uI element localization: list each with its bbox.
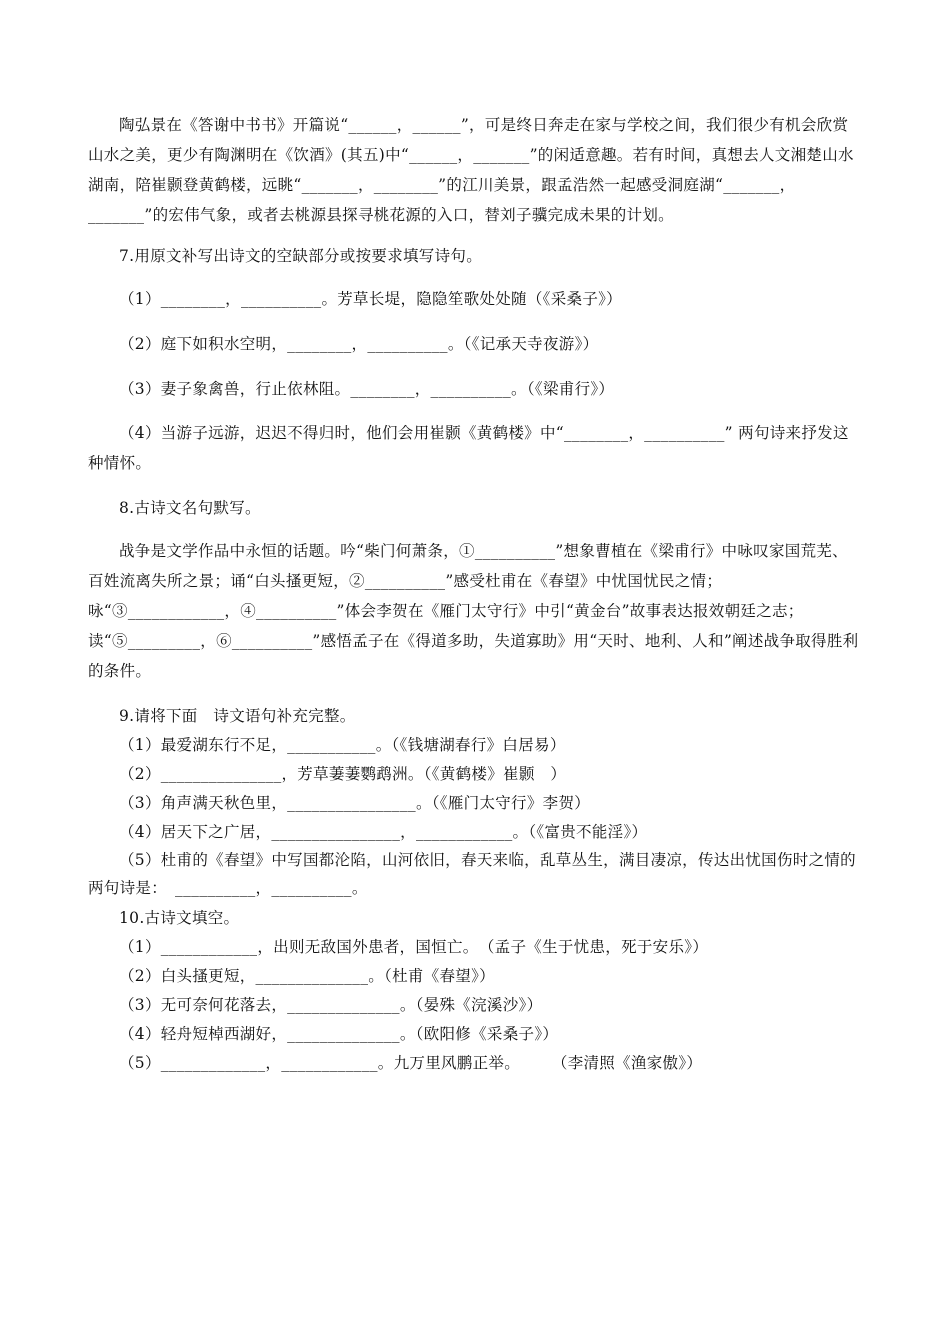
q8-paragraph: 战争是文学作品中永恒的话题。吟“柴门何萧条，①__________”想象曹植在《梁甫行》中咏叹家国荒芜、百姓流离失所之景；诵“白头搔更短，②__________”感受杜甫在《春望》中忧国忧民之情；咏“③____________，④__________”体会李贺在《雁门太守行》中引“黄金台”故事表达报效朝廷之志；读“⑤_________，⑥__________”感悟孟子在《得道多助，失道寡助》用“天时、地利、人和”阐述战争取得胜利的条件。 <box>88 542 859 680</box>
q9-item-2: （2）_______________，芳草萋萋鹦鹉洲。（《黄鹤楼》崔颢 ） <box>119 765 567 783</box>
q10-item-2: （2）白头搔更短，______________。（杜甫《春望》） <box>119 967 495 985</box>
q7-item-3: （3）妻子象禽兽，行止依林阻。________，__________。（《梁甫行》） <box>119 380 615 398</box>
q9-item-4: （4）居天下之广居，________________，____________。（《富贵不能淫》） <box>119 823 648 841</box>
q7-item-2: （2）庭下如积水空明，________，__________。（《记承天寺夜游》） <box>119 335 599 353</box>
q10-item-1: （1）____________，出则无敌国外患者，国恒亡。 （孟子《生于忧患，死于安乐》） <box>119 938 709 956</box>
intro-paragraph: 陶弘景在《答谢中书书》开篇说“______，______”，可是终日奔走在家与学校之间，我们很少有机会欣赏山水之美，更少有陶渊明在《饮酒》(其五)中“______，_______”的闲适意趣。若有时间，真想去人文湘楚山水湖南，陪崔颢登黄鹤楼，远眺“_______，________”的江川美景，跟孟浩然一起感受洞庭湖“_______，_______”的宏伟气象，或者去桃源县探寻桃花源的入口，替刘子骥完成未果的计划。 <box>88 116 854 224</box>
q9-title: 9.请将下面 诗文语句补充完整。 <box>119 707 356 725</box>
q7-item-4: （4）当游子远游，迟迟不得归时，他们会用崔颢《黄鹤楼》中“________，__________” 两句诗来抒发这种情怀。 <box>88 424 849 472</box>
q7-item-1: （1）________，__________。芳草长堤，隐隐笙歌处处随（《采桑子》） <box>119 290 622 308</box>
q9-item-1: （1）最爱湖东行不足，___________。（《钱塘湖春行》白居易） <box>119 736 566 754</box>
q9-item-3: （3）角声满天秋色里，________________。（《雁门太守行》李贺） <box>119 794 591 812</box>
q10-item-3: （3）无可奈何花落去，______________。（晏殊《浣溪沙》） <box>119 996 543 1014</box>
q8-title: 8.古诗文名句默写。 <box>119 499 261 517</box>
q7-title: 7.用原文补写出诗文的空缺部分或按要求填写诗句。 <box>119 247 482 265</box>
q10-item-5: （5）_____________，____________。九万里风鹏正举。 （李清照《渔家傲》） <box>119 1054 703 1072</box>
q10-item-4: （4）轻舟短棹西湖好，______________。（欧阳修《采桑子》） <box>119 1025 559 1043</box>
q9-item-5: （5）杜甫的《春望》中写国都沦陷，山河依旧，春天来临，乱草丛生，满目凄凉，传达出忧国伤时之情的两句诗是： __________，__________。 <box>88 851 856 897</box>
q10-title: 10.古诗文填空。 <box>119 909 240 927</box>
